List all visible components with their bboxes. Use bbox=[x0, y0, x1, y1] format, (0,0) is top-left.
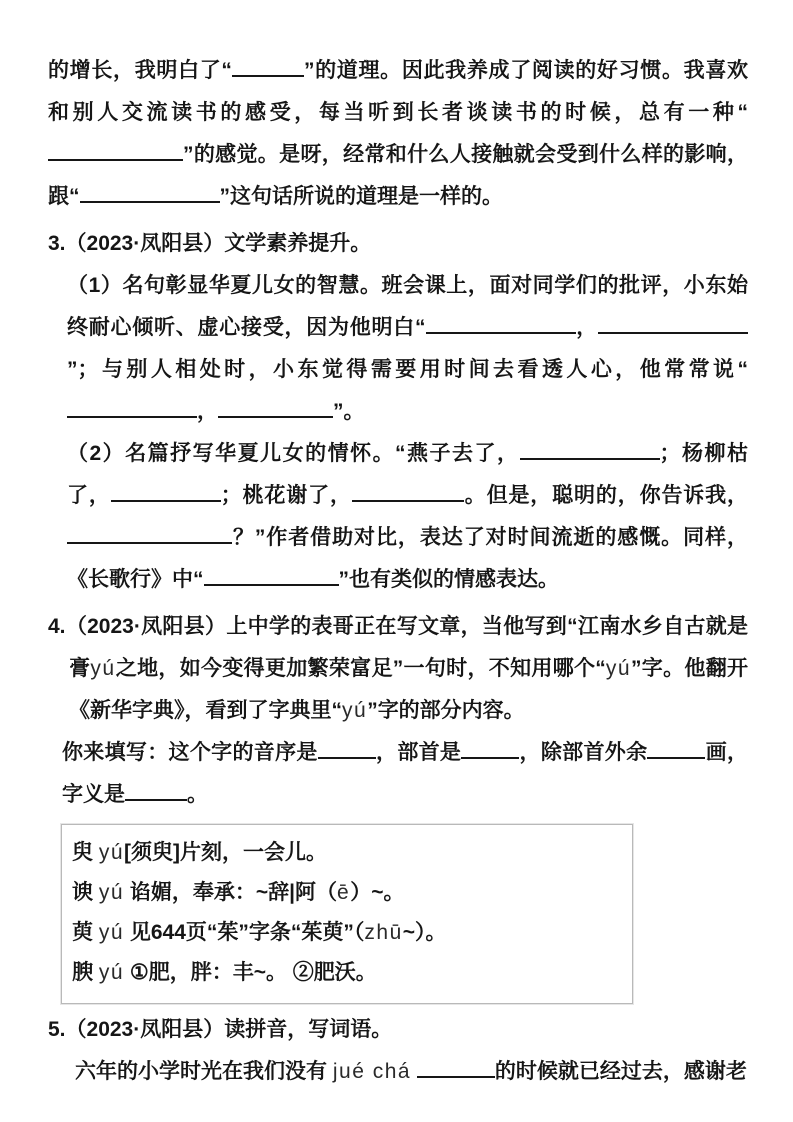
pinyin-text: zhū bbox=[364, 921, 403, 944]
fill-in-blank[interactable] bbox=[520, 443, 660, 460]
pinyin-text: yú bbox=[98, 921, 125, 944]
text-run: 的时候就已经过去，感谢老 bbox=[494, 1060, 747, 1083]
question-4-main bbox=[48, 606, 748, 732]
text-run: ”这句话所说的道理是一样的。 bbox=[219, 185, 503, 208]
text-run: 腴 bbox=[72, 961, 99, 984]
text-run: （1）名句彰显华夏儿女的智慧。班会课上，面对同学们的批评，小东始终耐心倾听、虚心接受，因为他明白“ bbox=[67, 274, 748, 339]
dictionary-entry bbox=[72, 913, 624, 953]
fill-in-blank[interactable] bbox=[125, 784, 187, 801]
pinyin-text: yú bbox=[90, 657, 116, 680]
question-4 bbox=[48, 606, 748, 1004]
pinyin-text: ē bbox=[337, 881, 351, 904]
text-run: ， bbox=[197, 400, 218, 423]
text-run: （2023·凤阳县）上中学的表哥正在写文章，当他写到“江南水乡自古就是膏 bbox=[65, 615, 748, 680]
text-run: 臾 bbox=[72, 841, 99, 864]
pinyin-text: yú bbox=[605, 657, 631, 680]
text-run: ）~。 bbox=[350, 881, 405, 904]
fill-in-blank[interactable] bbox=[598, 317, 748, 334]
text-run: 萸 bbox=[72, 921, 99, 944]
question-5-number: 5. bbox=[48, 1018, 66, 1041]
dictionary-entry bbox=[72, 953, 624, 993]
text-run: （2023·凤阳县）文学素养提升。 bbox=[65, 232, 372, 255]
question-3-sub2 bbox=[67, 433, 748, 601]
text-run: ？”作者借助对比，表达了对时间流逝的感慨。同样，《长歌行》中“ bbox=[67, 526, 748, 591]
text-run: ”的道理。因此我养成了阅读的好习惯。我喜欢和别人交流读书的感受，每当听到长者谈读书的时候，总有一种“ bbox=[48, 59, 749, 124]
text-run: [须臾]片刻，一会儿。 bbox=[124, 841, 328, 864]
fill-in-blank[interactable] bbox=[417, 1061, 495, 1078]
pinyin-text: yú bbox=[98, 961, 125, 984]
text-run: ”；与别人相处时，小东觉得需要用时间去看透人心，他常常说“ bbox=[67, 358, 748, 381]
intro-paragraph bbox=[48, 50, 748, 218]
text-run: ；桃花谢了， bbox=[220, 484, 352, 507]
fill-in-blank[interactable] bbox=[80, 186, 220, 203]
text-run: 谀 bbox=[72, 881, 99, 904]
fill-in-blank[interactable] bbox=[461, 742, 519, 759]
text-run: 六年的小学时光在我们没有 bbox=[75, 1060, 333, 1083]
question-3-title-text bbox=[66, 232, 372, 255]
fill-in-blank[interactable] bbox=[426, 317, 576, 334]
text-run: （2023·凤阳县）读拼音，写词语。 bbox=[65, 1018, 393, 1041]
question-4-main-text bbox=[66, 615, 749, 722]
fill-in-blank[interactable] bbox=[111, 485, 221, 502]
question-5-title-text bbox=[66, 1018, 393, 1041]
question-5-title bbox=[48, 1009, 748, 1051]
fill-in-blank[interactable] bbox=[647, 742, 705, 759]
text-run: 画，字义是 bbox=[62, 741, 749, 806]
pinyin-text: yú bbox=[98, 881, 125, 904]
text-run: 见644页“茱”字条“茱萸”（ bbox=[124, 921, 365, 944]
question-3-number: 3. bbox=[48, 232, 66, 255]
text-run: ”。 bbox=[333, 400, 365, 423]
question-3-sub1 bbox=[67, 265, 748, 433]
fill-in-blank[interactable] bbox=[67, 401, 197, 418]
text-run: ；杨柳枯了， bbox=[67, 442, 748, 507]
pinyin-text: yú bbox=[342, 699, 368, 722]
text-run: 。但是，聪明的，你告诉我， bbox=[463, 484, 749, 507]
dictionary-entry bbox=[72, 873, 624, 913]
text-run: ①肥，胖：丰~。 ②肥沃。 bbox=[124, 961, 377, 984]
fill-in-blank[interactable] bbox=[318, 742, 376, 759]
text-run: ，部首是 bbox=[375, 741, 462, 764]
text-run: 谄媚，奉承：~辞|阿（ bbox=[124, 881, 338, 904]
text-run: （2）名篇抒写华夏儿女的情怀。“燕子去了， bbox=[67, 442, 520, 465]
question-5-body bbox=[48, 1051, 748, 1093]
pinyin-text: yú bbox=[98, 841, 125, 864]
dictionary-entry bbox=[72, 833, 624, 873]
text-run: ”的感觉。是呀，经常和什么人接触就会受到什么样的影响，跟“ bbox=[48, 143, 748, 208]
fill-in-blank[interactable] bbox=[48, 144, 183, 161]
question-3-title bbox=[48, 223, 748, 265]
text-run: 的增长，我明白了“ bbox=[48, 59, 232, 82]
text-run: 。 bbox=[187, 783, 208, 806]
text-run: ”也有类似的情感表达。 bbox=[338, 568, 559, 591]
question-5 bbox=[48, 1009, 748, 1093]
text-run: ， bbox=[575, 316, 598, 339]
pinyin-text: jué chá bbox=[332, 1060, 412, 1083]
fill-in-blank[interactable] bbox=[218, 401, 333, 418]
text-run: 你来填写：这个字的音序是 bbox=[62, 741, 318, 764]
question-4-fill-line bbox=[62, 732, 748, 816]
text-run: ~）。 bbox=[402, 921, 447, 944]
text-run: ”字。他翻开《新华字典》，看到了字典里“ bbox=[69, 657, 749, 722]
fill-in-blank[interactable] bbox=[67, 527, 232, 544]
fill-in-blank[interactable] bbox=[232, 60, 304, 77]
text-run: ”字的部分内容。 bbox=[367, 699, 525, 722]
question-4-number: 4. bbox=[48, 615, 66, 638]
fill-in-blank[interactable] bbox=[204, 569, 339, 586]
fill-in-blank[interactable] bbox=[352, 485, 464, 502]
text-run: 之地，如今变得更加繁荣富足”一句时，不知用哪个“ bbox=[115, 657, 606, 680]
question-3 bbox=[48, 223, 748, 601]
text-run: ，除部首外余 bbox=[519, 741, 648, 764]
dictionary-box bbox=[61, 824, 633, 1004]
